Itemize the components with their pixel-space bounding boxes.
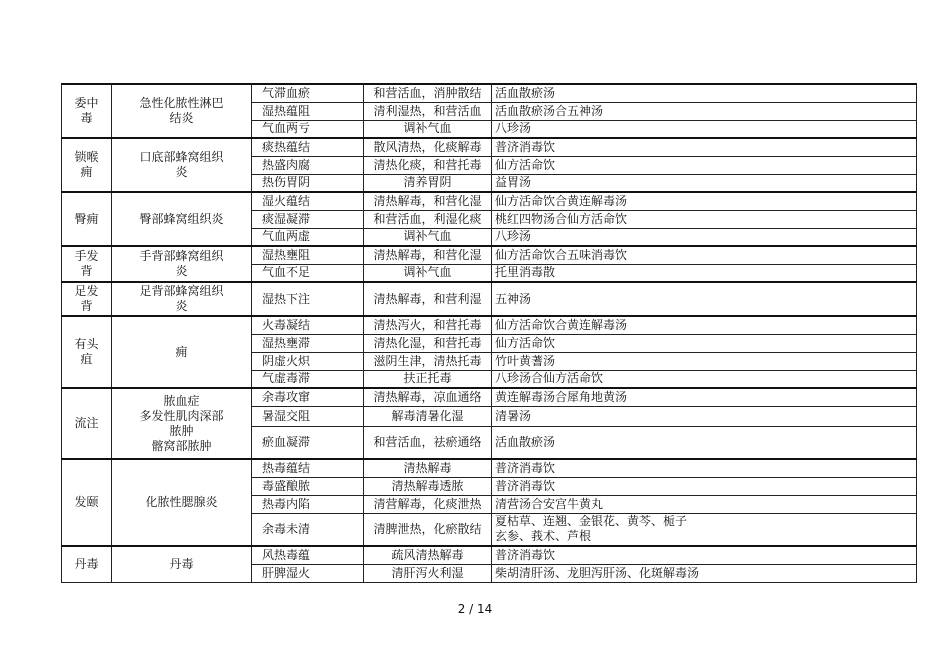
western-disease-name: 脓血症 <box>163 393 200 408</box>
formula-text: 仙方活命饮合五味消毒饮 <box>495 247 628 262</box>
syndrome-cell: 热盛肉腐 <box>252 156 364 174</box>
treatment-method-cell: 清热泻火，和营托毒 <box>364 316 492 334</box>
treatment-method-cell: 散风清热，化痰解毒 <box>364 138 492 156</box>
formula-cell <box>492 477 917 495</box>
formula-text: 托里消毒散 <box>495 265 556 280</box>
western-disease-name: 髂窝部脓肿 <box>151 438 212 453</box>
table-row <box>62 546 917 564</box>
western-disease-name: 口底部蜂窝组织 <box>139 150 224 164</box>
disease-name: 有头 <box>74 337 99 351</box>
disease-name: 背 <box>80 264 93 278</box>
formula-text: 桃红四物汤合仙方活命饮 <box>495 211 628 226</box>
treatment-method-cell: 滋阴生津，清热托毒 <box>364 352 492 370</box>
disease-name: 丹毒 <box>74 556 99 571</box>
syndrome-cell: 气血不足 <box>252 264 364 282</box>
treatment-method-cell: 清营解毒，化痰泄热 <box>364 495 492 513</box>
treatment-method-cell: 清肝泻火利湿 <box>364 564 492 582</box>
western-disease-name: 手背部蜂窝组织 <box>139 249 224 263</box>
syndrome-cell: 风热毒蕴 <box>252 546 364 564</box>
formula-cell <box>492 246 917 264</box>
formula-text: 五神汤 <box>495 291 532 306</box>
syndrome-cell: 湿热壅阻 <box>252 246 364 264</box>
disease-name: 锁喉 <box>74 150 99 164</box>
syndrome-cell: 湿火蕴结 <box>252 192 364 210</box>
formula-cell <box>492 546 917 564</box>
treatment-method-cell: 清热化痰，和营托毒 <box>364 156 492 174</box>
page-number: 2 / 14 <box>457 602 493 616</box>
formula-text: 普济消毒饮 <box>495 547 556 562</box>
formula-text: 玄参、莪术、芦根 <box>495 529 592 544</box>
formula-cell <box>492 406 917 426</box>
syndrome-cell: 余毒未清 <box>252 513 364 546</box>
disease-name-cell <box>62 388 112 459</box>
formula-text: 普济消毒饮 <box>495 460 556 475</box>
formula-text: 普济消毒饮 <box>495 478 556 493</box>
formula-text: 仙方活命饮合黄连解毒汤 <box>495 193 628 208</box>
formula-text: 清暑汤 <box>495 408 532 423</box>
syndrome-cell: 气滞血瘀 <box>252 84 364 102</box>
disease-name: 痈 <box>80 165 93 179</box>
formula-cell <box>492 513 917 546</box>
treatment-method-cell: 清热解毒，和营化湿 <box>364 246 492 264</box>
disease-name-cell <box>62 246 112 282</box>
disease-name: 委中 <box>74 96 99 110</box>
disease-name: 发颐 <box>74 495 99 509</box>
formula-cell <box>492 210 917 228</box>
western-disease-cell <box>112 546 252 582</box>
syndrome-cell: 火毒凝结 <box>252 316 364 334</box>
table-row <box>62 138 917 156</box>
syndrome-cell: 气血两虚 <box>252 228 364 246</box>
formula-text: 清营汤合安宫牛黄丸 <box>495 496 604 511</box>
formula-cell <box>492 228 917 246</box>
formula-cell <box>492 102 917 120</box>
formula-cell <box>492 352 917 370</box>
syndrome-cell: 余毒攻窜 <box>252 388 364 406</box>
formula-text: 柴胡清肝汤、龙胆泻肝汤、化斑解毒汤 <box>495 565 700 580</box>
treatment-method-cell: 调补气血 <box>364 264 492 282</box>
disease-name: 足发 <box>74 284 99 298</box>
western-disease-name: 多发性肌肉深部 <box>139 408 224 423</box>
western-disease-cell <box>112 138 252 192</box>
formula-text: 八珍汤 <box>495 229 532 244</box>
treatment-method-cell: 和营活血，消肿散结 <box>364 84 492 102</box>
western-disease-name: 炎 <box>175 264 188 278</box>
western-disease-cell <box>112 282 252 316</box>
syndrome-cell: 阴虚火炽 <box>252 352 364 370</box>
western-disease-name: 结炎 <box>169 111 194 125</box>
formula-text: 八珍汤 <box>495 121 532 136</box>
western-disease-name: 足背部蜂窝组织 <box>139 284 224 298</box>
syndrome-cell: 湿热蕴阻 <box>252 102 364 120</box>
disease-name: 臀痈 <box>74 211 99 226</box>
treatment-method-cell: 清脾泄热，化瘀散结 <box>364 513 492 546</box>
disease-name-cell <box>62 459 112 546</box>
western-disease-cell <box>112 192 252 246</box>
formula-text: 普济消毒饮 <box>495 139 556 154</box>
disease-name-cell <box>62 546 112 582</box>
disease-name-cell <box>62 282 112 316</box>
disease-name: 背 <box>80 299 93 313</box>
syndrome-cell: 肝脾湿火 <box>252 564 364 582</box>
table-row <box>62 316 917 334</box>
table-row <box>62 282 917 316</box>
western-disease-name: 脓肿 <box>169 423 194 438</box>
syndrome-cell: 瘀血凝滞 <box>252 426 364 459</box>
disease-name: 流注 <box>74 416 99 430</box>
formula-text: 仙方活命饮合黄连解毒汤 <box>495 317 628 332</box>
formula-cell <box>492 370 917 388</box>
formula-cell <box>492 120 917 138</box>
western-disease-cell <box>112 84 252 138</box>
western-disease-name: 炎 <box>175 165 188 179</box>
formula-cell <box>492 282 917 316</box>
formula-cell <box>492 156 917 174</box>
formula-text: 黄连解毒汤合犀角地黄汤 <box>495 389 628 404</box>
table-row <box>62 388 917 406</box>
table-body <box>62 84 917 582</box>
formula-text: 仙方活命饮 <box>495 157 556 172</box>
treatment-method-cell: 清热解毒，和营化湿 <box>364 192 492 210</box>
formula-cell <box>492 264 917 282</box>
disease-name-cell <box>62 84 112 138</box>
syndrome-cell: 气虚毒滞 <box>252 370 364 388</box>
syndrome-cell: 气血两亏 <box>252 120 364 138</box>
western-disease-name: 臀部蜂窝组织炎 <box>139 211 224 226</box>
treatment-method-cell: 调补气血 <box>364 228 492 246</box>
treatment-method-cell: 清热解毒透脓 <box>364 477 492 495</box>
western-disease-name: 痈 <box>175 344 188 359</box>
formula-cell <box>492 192 917 210</box>
formula-cell <box>492 388 917 406</box>
western-disease-cell <box>112 459 252 546</box>
syndrome-cell: 痰湿凝滞 <box>252 210 364 228</box>
formula-text: 仙方活命饮 <box>495 335 556 350</box>
formula-text: 夏枯草、连翘、金银花、黄芩、栀子 <box>495 514 688 529</box>
syndrome-cell: 湿热壅滞 <box>252 334 364 352</box>
treatment-method-cell: 调补气血 <box>364 120 492 138</box>
formula-text: 竹叶黄蓍汤 <box>495 353 556 368</box>
formula-cell <box>492 495 917 513</box>
formula-text: 活血散瘀汤合五神汤 <box>495 103 604 118</box>
treatment-method-cell: 和营活血，祛瘀通络 <box>364 426 492 459</box>
disease-name-cell <box>62 138 112 192</box>
syndrome-cell: 湿热下注 <box>252 282 364 316</box>
treatment-method-cell: 清热解毒 <box>364 459 492 477</box>
syndrome-cell: 毒盛酿脓 <box>252 477 364 495</box>
formula-text: 活血散瘀汤 <box>495 85 556 100</box>
disease-name: 毒 <box>80 111 93 125</box>
western-disease-name: 急性化脓性淋巴 <box>139 96 224 110</box>
western-disease-cell <box>112 388 252 459</box>
formula-cell <box>492 138 917 156</box>
syndrome-cell: 热毒内陷 <box>252 495 364 513</box>
treatment-method-cell: 扶正托毒 <box>364 370 492 388</box>
table-row <box>62 246 917 264</box>
treatment-method-cell: 疏风清热解毒 <box>364 546 492 564</box>
syndrome-cell: 痰热蕴结 <box>252 138 364 156</box>
treatment-method-cell: 清热化湿，和营托毒 <box>364 334 492 352</box>
formula-cell <box>492 334 917 352</box>
table-row <box>62 84 917 102</box>
formula-cell <box>492 174 917 192</box>
formula-cell <box>492 459 917 477</box>
treatment-method-cell: 清热解毒，和营利湿 <box>364 282 492 316</box>
western-disease-name: 丹毒 <box>169 556 194 571</box>
disease-name-cell <box>62 192 112 246</box>
disease-name-cell <box>62 316 112 388</box>
formula-cell <box>492 564 917 582</box>
treatment-method-cell: 和营活血，利湿化痰 <box>364 210 492 228</box>
formula-cell <box>492 84 917 102</box>
formula-cell <box>492 426 917 459</box>
disease-name: 手发 <box>74 249 99 263</box>
western-disease-cell <box>112 246 252 282</box>
syndrome-cell: 热毒蕴结 <box>252 459 364 477</box>
disease-name: 疽 <box>80 352 93 366</box>
formula-text: 益胃汤 <box>495 175 532 190</box>
table-row <box>62 192 917 210</box>
treatment-method-cell: 清利湿热，和营活血 <box>364 102 492 120</box>
syndrome-cell: 热伤胃阴 <box>252 174 364 192</box>
treatment-method-cell: 解毒清暑化湿 <box>364 406 492 426</box>
formula-text: 八珍汤合仙方活命饮 <box>495 371 604 386</box>
western-disease-name: 炎 <box>175 299 188 313</box>
treatment-method-cell: 清热解毒，凉血通络 <box>364 388 492 406</box>
table-row <box>62 459 917 477</box>
western-disease-cell <box>112 316 252 388</box>
formula-cell <box>492 316 917 334</box>
treatment-method-cell: 清养胃阴 <box>364 174 492 192</box>
western-disease-name: 化脓性腮腺炎 <box>145 495 218 509</box>
disease-treatment-table <box>61 83 917 583</box>
syndrome-cell: 暑湿交阻 <box>252 406 364 426</box>
formula-text: 活血散瘀汤 <box>495 434 556 449</box>
